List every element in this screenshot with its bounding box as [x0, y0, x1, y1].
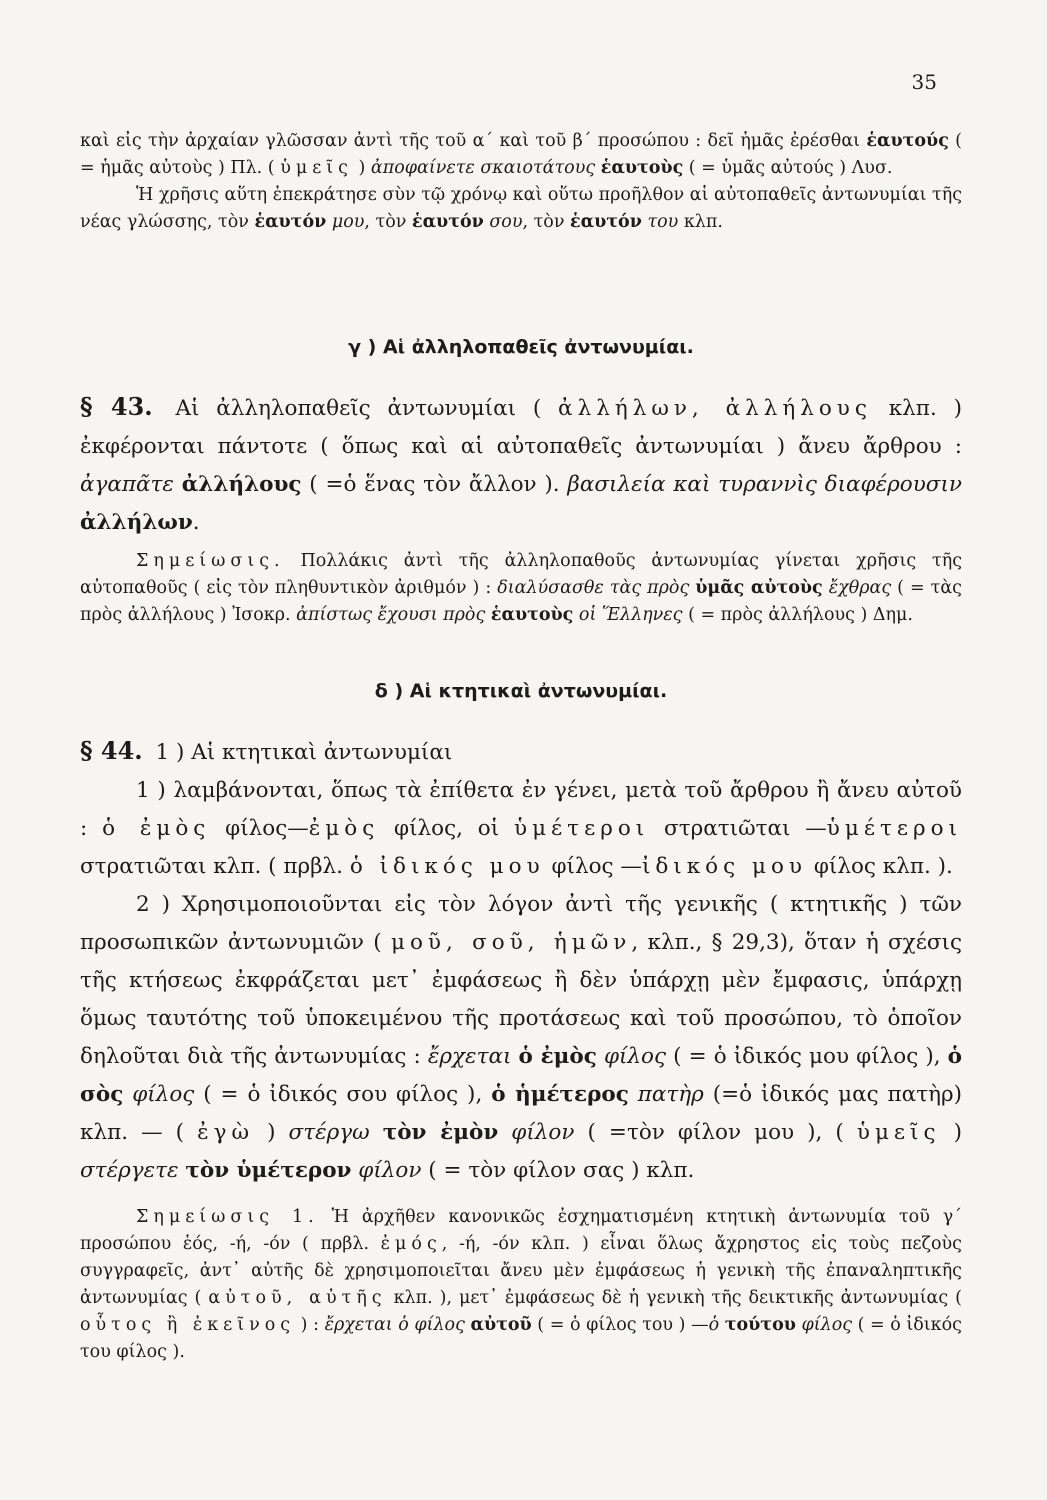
section-44-point-2: 2 ) Χρησιμοποιοῦνται εἰς τὸν λόγον ἀντὶ τῆς γενικῆς ( κτητικῆς ) τῶν προσωπικῶν ἀντωνυμιῶν ( μοῦ, σοῦ, ἡμῶν, κλπ., § 29,3), ὅταν ἡ σχέσις τῆς κτήσεως ἐκφράζεται μετ᾽ ἐμφάσεως ἢ δὲν ὑπάρχῃ μὲν ἔμφασις, ὑπάρχῃ ὅμως ταυτότης τοῦ ὑποκειμένου τῆς προτάσεως καὶ τοῦ προσώπου, τὸ ὁποῖον δηλοῦται διὰ τῆς ἀντωνυμίας : ἔρχεται ὁ ἐμὸς φίλος ( = ὁ ἰδικός μου φίλος ), ὁ σὸς φίλος ( = ὁ ἰδικός σου φίλος ), ὁ ἡμέτερος πατὴρ (=ὁ ἰδικός μας πατὴρ) κλπ. — ( ἐγὼ ) στέργω τὸν ἐμὸν φίλον ( =τὸν φίλον μου ), ( ὑμεῖς ) στέργετε τὸν ὑμέτερον φίλον ( = τὸν φίλον σας ) κλπ. — [80, 892, 962, 1183]
intro-block — [80, 128, 962, 236]
reflexive-paragraph: Ἡ χρῆσις αὕτη ἐπεκράτησε σὺν τῷ χρόνῳ καὶ οὕτω προῆλθον αἱ αὐτοπαθεῖς ἀντωνυμίαι τῆς νέας γλώσσης, τὸν ἑαυτόν μου, τὸν ἑαυτόν σου, τὸν ἑαυτόν του κλπ. — [80, 185, 962, 232]
section-44-point-1: 1 ) λαμβάνονται, ὅπως τὰ ἐπίθετα ἐν γένει, μετὰ τοῦ ἄρθρου ἢ ἄνευ αὐτοῦ : ὁ ἐμὸς φίλος—ἐμὸς φίλος, οἱ ὑμέτεροι στρατιῶται —ὑμέτεροι στρατιῶται κλπ. ( πρβλ. ὁ ἰδικός μου φίλος —ἰδικός μου φίλος κλπ. ). — [80, 778, 963, 879]
section-43-note: Σημείωσις. Πολλάκις ἀντὶ τῆς ἀλληλοπαθοῦς ἀντωνυμίας γίνεται χρῆσις τῆς αὐτοπαθοῦς ( εἰς τὸν πληθυντικὸν ἀριθμόν ) : διαλύσασθε τὰς πρὸς ὑμᾶς αὐτοὺς ἔχθρας ( = τὰς πρὸς ἀλλήλους ) Ἰσοκρ. ἀπίστως ἔχουσι πρὸς ἑαυτοὺς οἱ Ἕλληνες ( = πρὸς ἀλλήλους ) Δημ. — [80, 551, 962, 625]
page-number: 35 — [911, 70, 937, 94]
section-43-paragraph: § 43. Αἱ ἀλληλοπαθεῖς ἀντωνυμίαι ( ἀλλήλων, ἀλλήλους κλπ. ) ἐκφέρονται πάντοτε ( ὅπως καὶ αἱ αὐτοπαθεῖς ἀντωνυμίαι ) ἄνευ ἄρθρου : ἀγαπᾶτε ἀλλήλους ( =ὁ ἕνας τὸν ἄλλον ). βασιλεία καὶ τυραννὶς διαφέρουσιν ἀλλήλων. — [80, 392, 962, 535]
intro-paragraph: καὶ εἰς τὴν ἀρχαίαν γλῶσσαν ἀντὶ τῆς τοῦ α΄ καὶ τοῦ β΄ προσώπου : δεῖ ἡμᾶς ἐρέσθαι ἑαυτούς ( = ἡμᾶς αὐτοὺς ) Πλ. ( ὑμεῖς ) ἀποφαίνετε σκαιοτάτους ἑαυτοὺς ( = ὑμᾶς αὐτούς ) Λυσ. — [80, 131, 963, 178]
heading-possessive-pronouns: δ ) Αἱ κτητικαὶ ἀντωνυμίαι. — [374, 680, 668, 702]
section-44 — [80, 732, 962, 1366]
heading-reciprocal-pronouns: γ ) Αἱ ἀλληλοπαθεῖς ἀντωνυμίαι. — [348, 336, 694, 358]
section-43 — [80, 388, 962, 629]
section-44-note-1: Σημείωσις 1. Ἡ ἀρχῆθεν κανονικῶς ἐσχηματισμένη κτητικὴ ἀντωνυμία τοῦ γ΄ προσώπου ἑός, -ή, -όν ( πρβλ. ἐμός, -ή, -όν κλπ. ) εἶναι ὅλως ἄχρηστος εἰς τοὺς πεζοὺς συγγραφεῖς, ἀντ᾽ αὐτῆς δὲ χρησιμοποιεῖται ἄνευ μὲν ἐμφάσεως ἡ γενικὴ τῆς ἐπαναληπτικῆς ἀντωνυμίας ( αὐτοῦ, αὐτῆς κλπ. ), μετ᾽ ἐμφάσεως δὲ ἡ γενικὴ τῆς δεικτικῆς ἀντωνυμίας ( οὗτος ἢ ἐκεῖνος ) : ἔρχεται ὁ φίλος αὐτοῦ ( = ὁ φίλος του ) —ὁ τούτου φίλος ( = ὁ ἰδικός του φίλος ). — [80, 1207, 963, 1362]
section-44-heading-line: § 44. 1 ) Αἱ κτητικαὶ ἀντωνυμίαι — [80, 736, 453, 765]
